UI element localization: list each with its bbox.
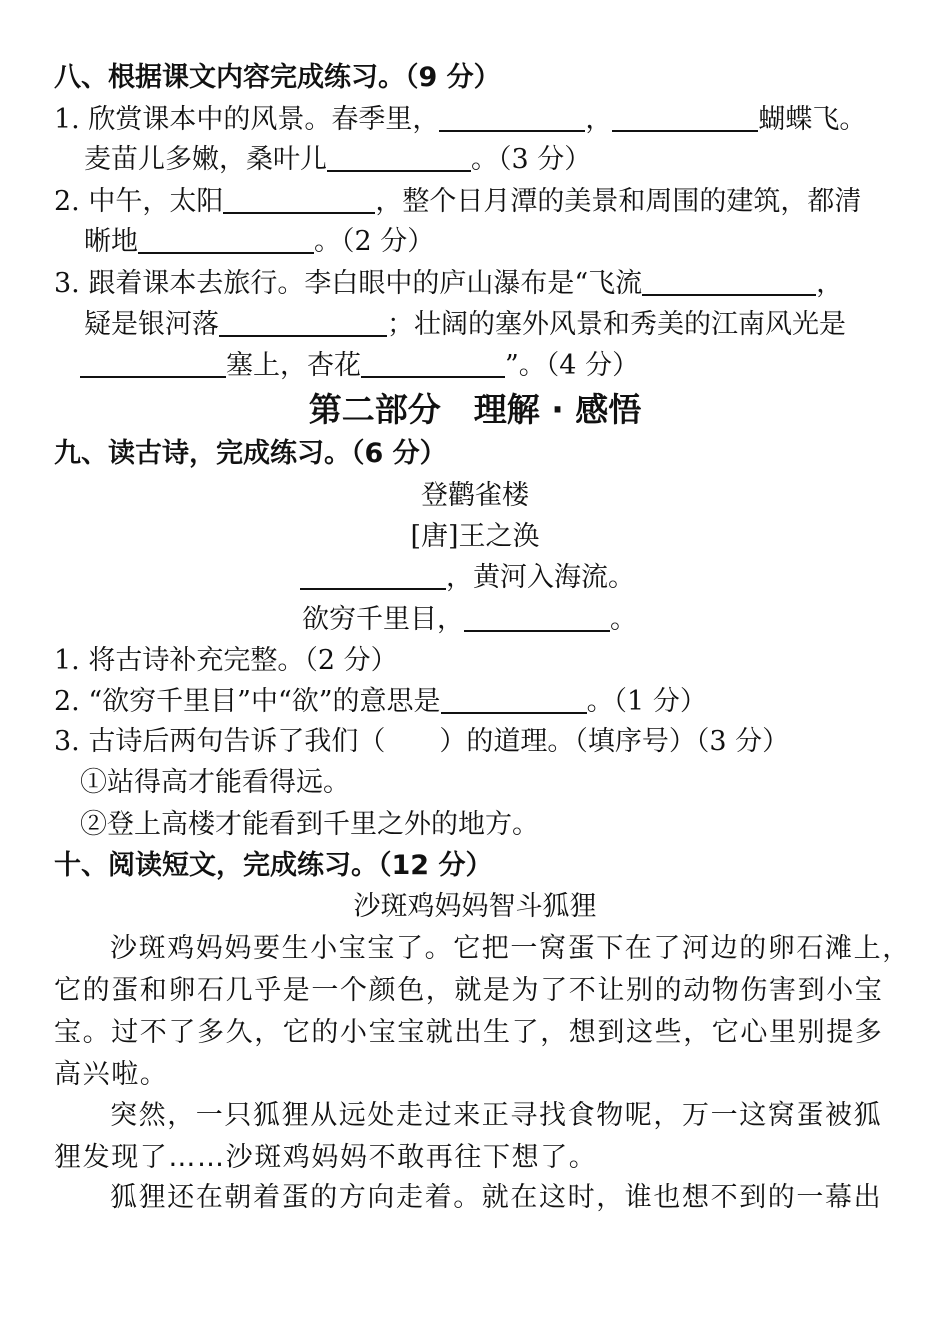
answer-blank[interactable] [80, 348, 226, 378]
q8-item3-text-a: 3. 跟着课本去旅行。李白眼中的庐山瀑布是“飞流 [54, 268, 643, 299]
q8-item2-text-d: 。（2 分） [314, 226, 435, 257]
q8-item1-text-c: 蝴蝶飞。 [758, 104, 867, 135]
poem-line2 [302, 600, 637, 640]
q8-item3-text-b: ， [816, 268, 844, 299]
q8-item3-line3 [80, 346, 639, 386]
story-p1-line1: 沙斑鸡妈妈要生小宝宝了。它把一窝蛋下在了河边的卵石滩上， [110, 933, 911, 964]
q9-item2 [54, 682, 707, 722]
q8-item3-text-e: 塞上，杏花 [226, 350, 361, 381]
answer-blank[interactable] [441, 684, 587, 714]
q9-option-2: ②登上高楼才能看到千里之外的地方。 [80, 809, 539, 840]
q9-item2-text-a: 2. “欲穷千里目”中“欲”的意思是 [54, 686, 441, 717]
q9-option-1: ①站得高才能看得远。 [80, 767, 350, 798]
q8-item3-line1 [54, 264, 843, 304]
q8-item3-text-f: ”。（4 分） [505, 350, 640, 381]
answer-blank[interactable] [327, 142, 471, 172]
poem-line1 [300, 558, 635, 598]
story-p2-line1: 突然，一只狐狸从远处走过来正寻找食物呢，万一这窝蛋被狐 [110, 1100, 883, 1131]
story-p2-line2: 狸发现了……沙斑鸡妈妈不敢再往下想了。 [54, 1142, 598, 1173]
q8-item1-text-b: ， [585, 104, 613, 135]
q8-item3-text-c: 疑是银河落 [84, 309, 219, 340]
q9-item3: 3. 古诗后两句告诉了我们（ ）的道理。（填序号）（3 分） [54, 726, 790, 757]
poem-title: 登鹳雀楼 [421, 480, 529, 511]
answer-blank[interactable] [464, 602, 610, 632]
story-p1-line4: 高兴啦。 [54, 1059, 169, 1090]
answer-blank[interactable] [219, 307, 387, 337]
q8-item2-text-b: ，整个日月潭的美景和周围的建筑，都清 [375, 186, 862, 217]
story-p1-line2: 它的蛋和卵石几乎是一个颜色，就是为了不让别的动物伤害到小宝 [54, 975, 884, 1006]
q9-item2-text-b: 。（1 分） [586, 686, 707, 717]
q8-item2-text-c: 晰地 [84, 226, 138, 257]
q8-item1-text-e: 。（3 分） [471, 144, 592, 175]
answer-blank[interactable] [300, 560, 446, 590]
q8-item1-line2 [84, 140, 591, 180]
answer-blank[interactable] [138, 224, 314, 254]
q8-item3-text-d: ；壮阔的塞外风景和秀美的江南风光是 [387, 309, 846, 340]
q8-item2-line1 [54, 182, 861, 222]
q8-heading: 八、根据课文内容完成练习。（9 分） [54, 62, 501, 93]
q9-item1: 1. 将古诗补充完整。（2 分） [54, 645, 398, 676]
q8-item2-line2 [84, 222, 434, 262]
q9-heading: 九、读古诗，完成练习。（6 分） [54, 438, 447, 469]
q8-item3-line2 [84, 305, 846, 345]
q8-item1-text-a: 1. 欣赏课本中的风景。春季里， [54, 104, 440, 135]
q8-item2-text-a: 2. 中午，太阳 [54, 186, 224, 217]
answer-blank[interactable] [439, 102, 585, 132]
q8-item1-text-d: 麦苗儿多嫩，桑叶儿 [84, 144, 327, 175]
answer-blank[interactable] [612, 102, 758, 132]
story-p3-line1: 狐狸还在朝着蛋的方向走着。就在这时，谁也想不到的一幕出 [110, 1182, 883, 1213]
poem-author: [唐]王之涣 [410, 521, 540, 552]
story-p1-line3: 宝。过不了多久，它的小宝宝就出生了，想到这些，它心里别提多 [54, 1017, 884, 1048]
poem-line2-head: 欲穷千里目， [302, 604, 464, 635]
answer-blank[interactable] [361, 348, 505, 378]
poem-line2-tail: 。 [610, 604, 637, 635]
answer-blank[interactable] [223, 184, 375, 214]
q8-item1-line1 [54, 100, 866, 140]
answer-blank[interactable] [642, 266, 816, 296]
poem-line1-tail: ，黄河入海流。 [446, 562, 635, 593]
q10-heading: 十、阅读短文，完成练习。（12 分） [54, 850, 493, 881]
story-title: 沙斑鸡妈妈智斗狐狸 [353, 891, 597, 922]
part2-title: 第二部分 理解 · 感悟 [308, 390, 642, 429]
